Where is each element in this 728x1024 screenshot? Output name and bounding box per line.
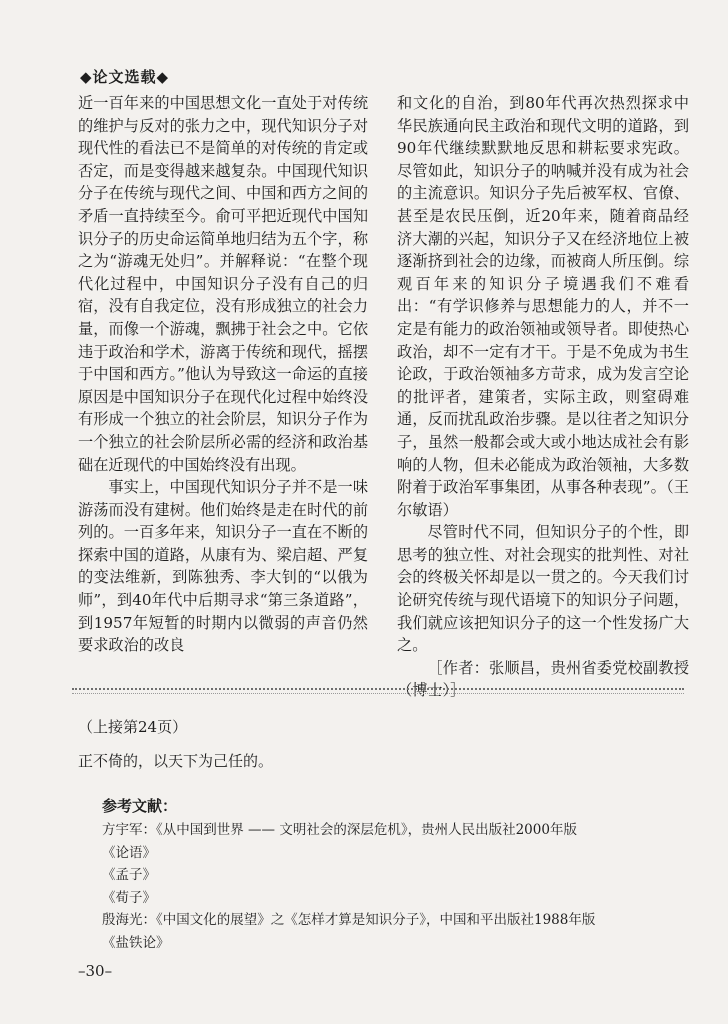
paragraph: 事实上，中国现代知识分子并不是一味游荡而没有建树。他们始终是走在时代的前列的。一百多年来，知识分子一直在不断的探索中国的道路，从康有为、梁启超、严复的变法维新，到陈独秀、李大钊的“以俄为师”，到40年代中后期寻求“第三条道路”，到1957年短暂的时期内以微弱的声音仍然要求政治的改良 — [78, 478, 368, 655]
references-list — [102, 819, 682, 955]
section-label: ◆论文选载◆ — [80, 68, 170, 86]
author-note: ［作者：张顺昌，贵州省委党校副教授（博士）］ — [397, 658, 689, 700]
reference-item: 《荀子》 — [102, 889, 156, 906]
reference-item: 《孟子》 — [102, 867, 156, 884]
page-number: –30– — [78, 962, 113, 980]
continued-text: 正不倚的，以天下为己任的。 — [78, 752, 274, 770]
reference-item: 《盐铁论》 — [102, 934, 170, 951]
references-heading: 参考文献： — [102, 797, 178, 815]
article-left-column — [78, 92, 368, 657]
paragraph: 尽管时代不同，但知识分子的个性，即思考的独立性、对社会现实的批判性、对社会的终极关怀却是以一贯之的。今天我们讨论研究传统与现代语境下的知识分子问题，我们就应该把知识分子的这一个性发扬广大之。 — [397, 523, 689, 655]
article-right-column — [397, 92, 689, 702]
reference-item: 方宇军：《从中国到世界 —— 文明社会的深层危机》，贵州人民出版社2000年版 — [102, 822, 577, 838]
paragraph: 近一百年来的中国思想文化一直处于对传统的维护与反对的张力之中，现代知识分子对现代性的看法已不是简单的对传统的肯定或否定，而是变得越来越复杂。中国现代知识分子在传统与现代之间、中国和西方之间的矛盾一直持续至今。俞可平把近现代中国知识分子的历史命运简单地归结为五个字，称之为“游魂无处归”。并解释说：“在整个现代化过程中，中国知识分子没有自己的归宿，没有自我定位，没有形成独立的社会力量，而像一个游魂，飘拂于社会之中。它依违于政治和学术，游离于传统和现代，摇摆于中国和西方。”他认为导致这一命运的直接原因是中国知识分子在现代化过程中始终没有形成一个独立的社会阶层，知识分子作为一个独立的社会阶层所必需的经济和政治基础在近现代的中国始终没有出现。 — [78, 94, 368, 474]
section-divider — [72, 688, 684, 690]
reference-item: 《论语》 — [102, 844, 156, 861]
paragraph: 和文化的自治，到80年代再次热烈探求中华民族通向民主政治和现代文明的道路，到90年代继续默默地反思和耕耘要求宪政。尽管如此，知识分子的呐喊并没有成为社会的主流意识。知识分子先后被军权、官僚、甚至是农民压倒，近20年来，随着商品经济大潮的兴起，知识分子又在经济地位上被逐渐挤到社会的边缘，而被商人所压倒。综观百年来的知识分子境遇我们不难看出：“有学识修养与思想能力的人，并不一定是有能力的政治领袖或领导者。即使热心政治，却不一定有才干。于是不免成为书生论政，于政治领袖多方苛求，成为发言空论的批评者，建策者，实际主政，则窒碍难通，反而扰乱政治步骤。是以往者之知识分子，虽然一般都会或大或小地达成社会有影响的人物，但未必能成为政治领袖，大多数附着于政治军事集团，从事各种表现”。（王尔敏语） — [397, 94, 689, 519]
continued-from-label: （上接第24页） — [78, 718, 188, 736]
reference-item: 殷海光：《中国文化的展望》之《怎样才算是知识分子》，中国和平出版社1988年版 — [102, 912, 596, 929]
